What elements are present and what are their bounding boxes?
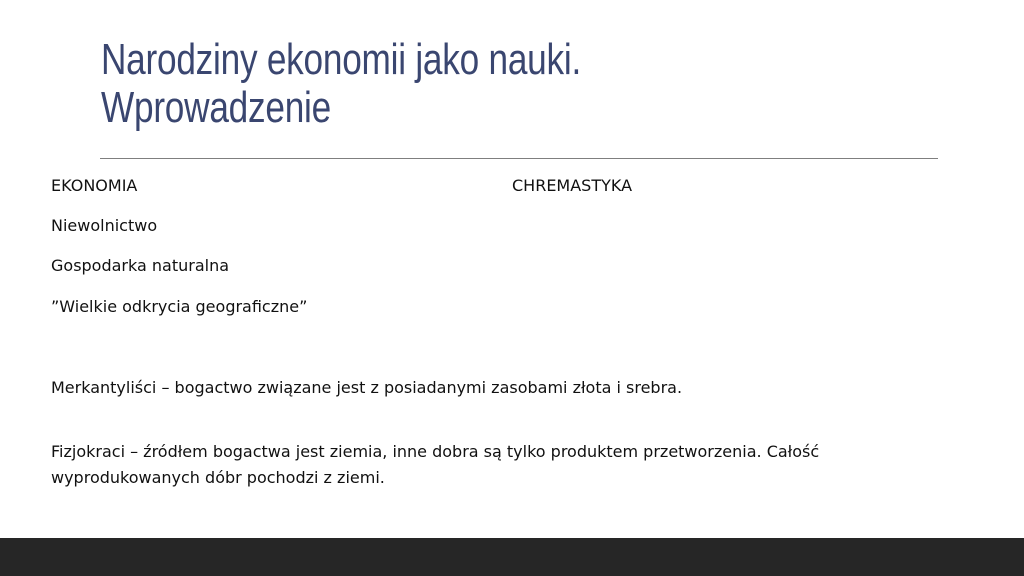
title-line-1: Narodziny ekonomii jako nauki.: [101, 35, 581, 84]
heading-ekonomia: EKONOMIA: [51, 176, 138, 195]
list-item-odkrycia: ”Wielkie odkrycia geograficzne”: [51, 297, 308, 316]
heading-chremastyka: CHREMASTYKA: [512, 176, 633, 195]
paragraph-merkantylisci: Merkantyliści – bogactwo związane jest z posiadanymi zasobami złota i srebra.: [51, 378, 683, 397]
slide-title: [101, 36, 773, 132]
list-item-niewolnictwo: Niewolnictwo: [51, 216, 158, 235]
title-divider: [100, 158, 938, 159]
paragraph-fizjokraci: Fizjokraci – źródłem bogactwa jest ziemia, inne dobra są tylko produktem przetworzenia. Całość wyprodukowanych dóbr pochodzi z ziemi.: [51, 442, 820, 487]
list-item-gospodarka: Gospodarka naturalna: [51, 256, 230, 275]
footer-bar: [0, 538, 1024, 576]
title-line-2: Wprowadzenie: [101, 83, 331, 132]
